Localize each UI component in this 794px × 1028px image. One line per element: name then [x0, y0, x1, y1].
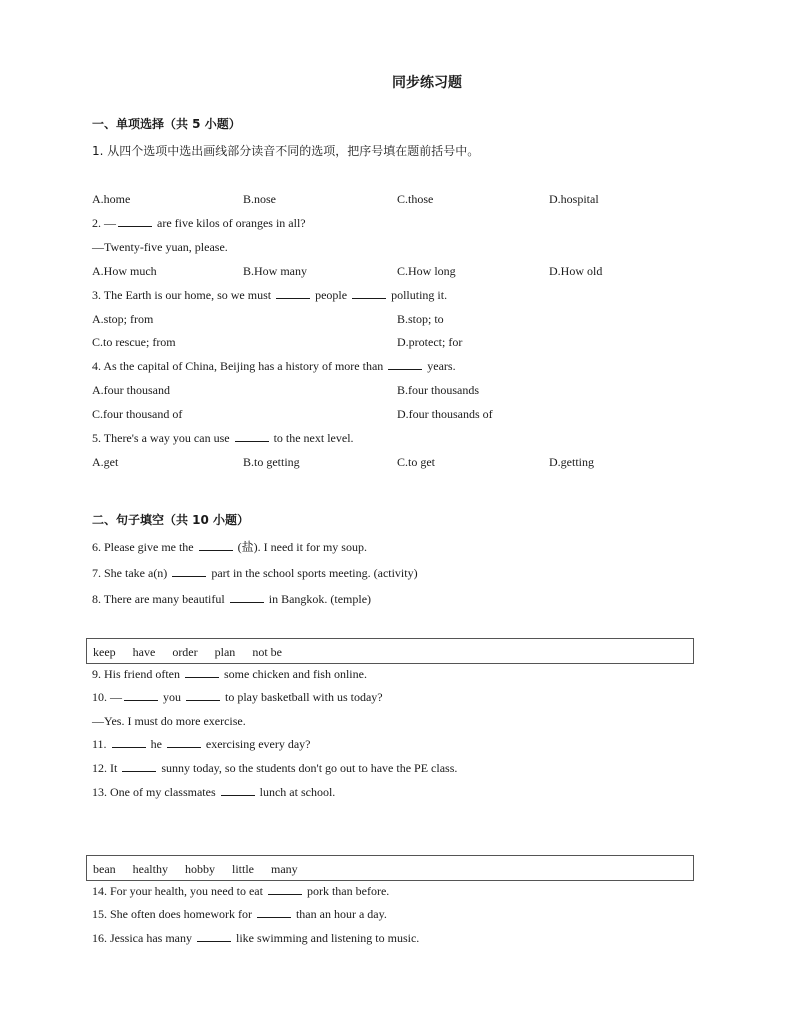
word-bank-item: hobby: [184, 862, 215, 876]
q14-blank: [268, 884, 302, 895]
q16-stem-a: 16. Jessica has many: [92, 931, 192, 945]
q2-option-d: D.How old: [549, 264, 603, 278]
q7-stem-b: part in the school sports meeting. (activity): [211, 566, 418, 580]
q4-stem-a: 4. As the capital of China, Beijing has a history of more than: [92, 359, 384, 373]
q2-stem-start: 2. —: [92, 216, 116, 230]
q2-stem-end: are five kilos of oranges in all?: [154, 216, 306, 230]
q11-stem-c: exercising every day?: [205, 737, 311, 751]
word-bank-item: many: [270, 862, 298, 876]
q9-blank: [185, 667, 219, 678]
q2-stem: [92, 216, 306, 230]
q4-option-c: C.four thousand of: [92, 407, 183, 421]
q15-stem-a: 15. She often does homework for: [92, 907, 252, 921]
q10-stem: [92, 690, 383, 704]
q2-reply: —Twenty-five yuan, please.: [92, 240, 228, 254]
q3-option-b: B.stop; to: [397, 312, 444, 326]
word-bank-2: [86, 855, 694, 881]
q13-stem: [92, 785, 335, 799]
q12-stem: [92, 761, 457, 775]
q4-blank: [388, 359, 422, 370]
q11-blank-1: [112, 737, 146, 748]
q3-stem: [92, 288, 447, 302]
word-bank-2-words: [93, 862, 312, 876]
q10-reply: —Yes. I must do more exercise.: [92, 714, 246, 728]
q10-stem-c: to play basketball with us today?: [225, 690, 383, 704]
word-bank-1: [86, 638, 694, 664]
word-bank-item: plan: [214, 645, 236, 659]
q4-option-b: B.four thousands: [397, 383, 479, 397]
q14-stem: [92, 884, 389, 898]
q11-stem: [92, 737, 311, 751]
word-bank-item: little: [231, 862, 254, 876]
q16-stem-b: like swimming and listening to music.: [235, 931, 420, 945]
q10-blank-2: [186, 690, 220, 701]
q15-stem-b: than an hour a day.: [295, 907, 387, 921]
q1-option-c: C.those: [397, 192, 434, 206]
q10-stem-a: 10. —: [92, 690, 122, 704]
word-bank-item: order: [172, 645, 198, 659]
word-bank-item: bean: [93, 862, 116, 876]
word-bank-item: not be: [252, 645, 282, 659]
q15-blank: [257, 907, 291, 918]
q12-blank: [122, 761, 156, 772]
q5-stem: [92, 431, 354, 445]
q5-blank: [235, 431, 269, 442]
q11-blank-2: [167, 737, 201, 748]
q8-stem-b: in Bangkok. (temple): [268, 592, 372, 606]
q8-blank: [230, 592, 264, 603]
q16-blank: [197, 931, 231, 942]
q13-stem-b: lunch at school.: [259, 785, 336, 799]
q1-option-b: B.nose: [243, 192, 276, 206]
q2-option-c: C.How long: [397, 264, 456, 278]
q4-stem-b: years.: [427, 359, 456, 373]
q1-option-d: D.hospital: [549, 192, 599, 206]
q5-option-d: D.getting: [549, 455, 594, 469]
q15-stem: [92, 907, 387, 921]
q3-blank-2: [352, 288, 386, 299]
word-bank-1-words: [93, 645, 296, 659]
q2-option-b: B.How many: [243, 264, 307, 278]
q1-stem: 1. 从四个选项中选出画线部分读音不同的选项，把序号填在题前括号中。: [92, 144, 480, 158]
q6-stem-a: 6. Please give me the: [92, 540, 194, 554]
q3-stem-c: polluting it.: [391, 288, 448, 302]
q4-option-a: A.four thousand: [92, 383, 170, 397]
q6-stem: [92, 540, 367, 554]
section1-heading: 一、单项选择（共 5 小题）: [92, 117, 241, 131]
word-bank-item: keep: [93, 645, 116, 659]
q10-blank-1: [124, 690, 158, 701]
q3-blank-1: [276, 288, 310, 299]
word-bank-item: healthy: [132, 862, 168, 876]
q6-blank: [199, 540, 233, 551]
q8-stem-a: 8. There are many beautiful: [92, 592, 225, 606]
q2-blank: [118, 216, 152, 227]
page-title: 同步练习题: [392, 75, 462, 91]
q5-stem-a: 5. There's a way you can use: [92, 431, 230, 445]
q2-option-a: A.How much: [92, 264, 157, 278]
q10-stem-b: you: [163, 690, 181, 704]
q14-stem-b: pork than before.: [306, 884, 390, 898]
q9-stem-b: some chicken and fish online.: [223, 667, 367, 681]
q4-stem: [92, 359, 456, 373]
q3-stem-a: 3. The Earth is our home, so we must: [92, 288, 272, 302]
q5-option-a: A.get: [92, 455, 119, 469]
q9-stem: [92, 667, 367, 681]
q7-stem: [92, 566, 418, 580]
q14-stem-a: 14. For your health, you need to eat: [92, 884, 263, 898]
q7-stem-a: 7. She take a(n): [92, 566, 168, 580]
q16-stem: [92, 931, 419, 945]
q13-stem-a: 13. One of my classmates: [92, 785, 216, 799]
q13-blank: [221, 785, 255, 796]
q6-stem-b: (盐). I need it for my soup.: [237, 540, 367, 554]
q7-blank: [172, 566, 206, 577]
q3-option-d: D.protect; for: [397, 335, 463, 349]
q3-option-a: A.stop; from: [92, 312, 154, 326]
q8-stem: [92, 592, 371, 606]
word-bank-item: have: [132, 645, 156, 659]
q11-stem-a: 11.: [92, 737, 107, 751]
q5-stem-b: to the next level.: [273, 431, 354, 445]
q9-stem-a: 9. His friend often: [92, 667, 180, 681]
q3-stem-b: people: [315, 288, 348, 302]
q12-stem-b: sunny today, so the students don't go out to have the PE class.: [161, 761, 458, 775]
q1-option-a: A.home: [92, 192, 131, 206]
q12-stem-a: 12. It: [92, 761, 118, 775]
q3-option-c: C.to rescue; from: [92, 335, 176, 349]
q5-option-c: C.to get: [397, 455, 435, 469]
q5-option-b: B.to getting: [243, 455, 300, 469]
section2-heading: 二、句子填空（共 10 小题）: [92, 513, 250, 527]
q4-option-d: D.four thousands of: [397, 407, 493, 421]
q11-stem-b: he: [150, 737, 162, 751]
